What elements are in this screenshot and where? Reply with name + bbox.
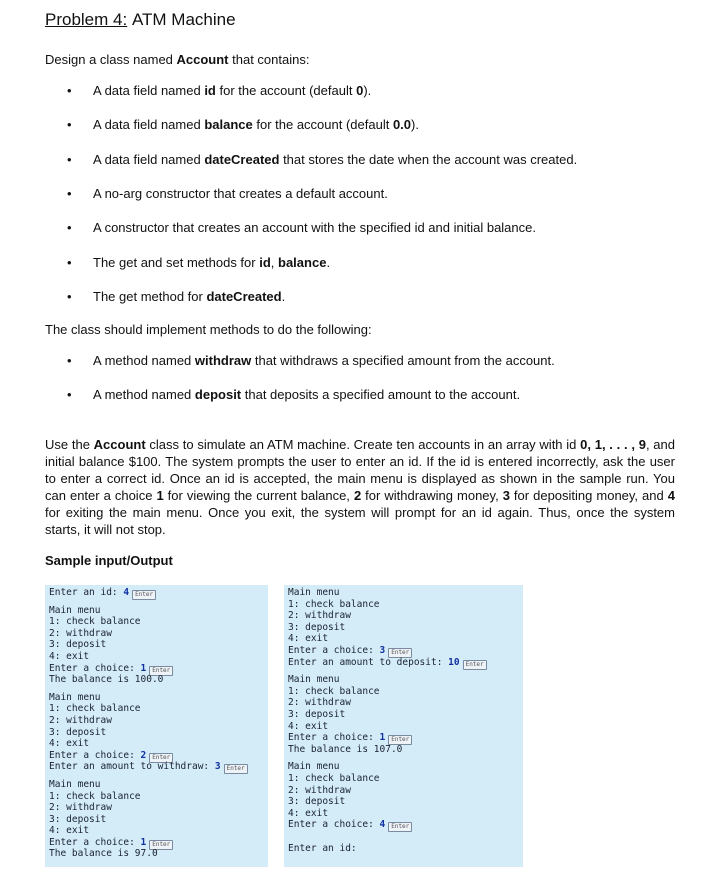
enter-key-icon: Enter	[388, 735, 412, 745]
field-item-bold: dateCreated	[204, 151, 280, 167]
console-line: Enter a choice: 1 Enter	[49, 663, 264, 675]
console-line: Enter a choice: 3 Enter	[288, 645, 519, 657]
console-user-input: 1	[140, 836, 147, 848]
para-text-4: for viewing the current balance,	[163, 488, 354, 503]
para-text-1: Use the	[45, 437, 94, 452]
console-line: 1: check balance	[288, 685, 380, 697]
para-text-7: for exiting the main menu. Once you exit, the system will prompt for an id again. Thus, once the system starts, it will not stop.	[45, 505, 675, 537]
console-line: 4: exit	[288, 720, 329, 732]
field-item-bold: 0	[356, 83, 364, 98]
console-line: Enter a choice: 4 Enter	[288, 819, 519, 831]
method-item-bold: deposit	[194, 387, 242, 402]
console-line: 4: exit	[288, 807, 329, 819]
console-user-input: 2	[140, 749, 147, 761]
method-item-part: A method named	[93, 387, 195, 402]
field-item-text	[93, 152, 577, 167]
intro-class-name: Account	[176, 52, 229, 67]
field-item-text	[93, 255, 330, 270]
field-item-part: for the account (default	[252, 117, 393, 133]
description-paragraph	[45, 436, 675, 538]
bullet-dot-icon: •	[67, 254, 72, 270]
console-line: Enter a choice: 2 Enter	[49, 750, 264, 762]
console-line: Main menu	[49, 778, 101, 790]
console-user-input: 1	[140, 662, 147, 674]
bullet-dot-icon: •	[67, 387, 72, 402]
enter-key-icon: Enter	[224, 764, 248, 774]
console-line: 2: withdraw	[288, 610, 351, 622]
console-line: 3: deposit	[288, 796, 346, 808]
intro-text-pre: Design a class named	[45, 52, 177, 67]
para-bold-3: 1	[156, 488, 164, 503]
console-line: 4: exit	[49, 738, 90, 750]
console-line: 4: exit	[288, 633, 329, 645]
method-item-bold: withdraw	[194, 353, 252, 368]
console-line: Enter an amount to deposit: 10 Enter	[288, 657, 519, 669]
field-item-part: that stores the date when the account was created.	[279, 151, 578, 167]
para-bold-5: 3	[502, 488, 510, 503]
field-item-text	[93, 117, 419, 132]
console-line: Main menu	[288, 587, 340, 598]
bullet-dot-icon: •	[67, 288, 72, 304]
bullet-dot-icon: •	[67, 353, 72, 368]
console-user-input: 4	[379, 819, 386, 831]
console-line: Enter an id: 4 Enter	[49, 587, 264, 599]
console-line: The balance is 100.0	[49, 674, 164, 686]
console-line: 2: withdraw	[49, 802, 112, 814]
problem-title	[45, 10, 236, 30]
field-item-text	[93, 186, 388, 201]
console-line: 3: deposit	[288, 708, 346, 720]
problem-name: ATM Machine	[131, 10, 236, 29]
console-line: 3: deposit	[288, 621, 346, 633]
console-line: Main menu	[288, 761, 340, 773]
methods-intro: The class should implement methods to do the following:	[45, 322, 372, 337]
field-item-part: .	[326, 254, 331, 270]
enter-key-icon: Enter	[132, 590, 156, 600]
console-line: Enter an amount to withdraw: 3 Enter	[49, 761, 264, 773]
console-line: 4: exit	[49, 825, 90, 837]
bullet-dot-icon: •	[67, 185, 72, 201]
field-item-text	[93, 83, 371, 98]
console-line: 1: check balance	[49, 790, 141, 802]
sample-heading: Sample input/Output	[45, 553, 173, 568]
field-item-part: .	[281, 288, 286, 304]
bullet-dot-icon: •	[67, 151, 72, 167]
method-item-part: A method named	[93, 353, 195, 368]
enter-key-icon: Enter	[149, 666, 173, 676]
field-item-part: A data field named	[93, 83, 205, 98]
field-item-part: ,	[270, 254, 279, 270]
console-output-right	[284, 585, 523, 867]
bullet-dot-icon: •	[67, 83, 72, 98]
bullet-dot-icon: •	[67, 220, 72, 236]
method-item-text	[93, 353, 555, 368]
console-line: Main menu	[49, 604, 101, 616]
enter-key-icon: Enter	[388, 822, 412, 832]
console-user-input: 3	[379, 644, 386, 656]
console-line: 2: withdraw	[288, 697, 351, 709]
console-line: Main menu	[49, 691, 101, 703]
enter-key-icon: Enter	[388, 648, 412, 658]
console-line: Enter a choice: 1 Enter	[49, 837, 264, 849]
console-line: 3: deposit	[49, 726, 107, 738]
console-line: 1: check balance	[49, 703, 141, 715]
console-line: Enter an id:	[288, 842, 357, 854]
console-user-input: 1	[379, 732, 386, 744]
field-item-text	[93, 289, 285, 304]
method-item-part: that withdraws a specified amount from the account.	[251, 353, 555, 368]
console-line: 2: withdraw	[49, 627, 112, 639]
console-line: 4: exit	[49, 650, 90, 662]
console-user-input: 4	[123, 587, 130, 598]
field-item-part: for the account (default	[215, 83, 357, 98]
field-item-bold: balance	[204, 117, 253, 133]
field-item-part: A constructor that creates an account with the specified id and initial balance.	[93, 220, 536, 236]
field-item-part: A data field named	[93, 117, 205, 133]
problem-number: Problem 4:	[45, 10, 128, 29]
enter-key-icon: Enter	[149, 753, 173, 763]
para-bold-4: 2	[353, 488, 362, 503]
console-line: Main menu	[288, 674, 340, 686]
method-item-part: that deposits a specified amount to the account.	[241, 387, 521, 402]
para-text-3: , and initial balance $100. The system prompts the user to enter an id. If the id is entered incorrectly, ask the user to enter a correct id. Once an id is accepted, the main menu is displayed as shown in the sample run. You can enter a choice	[45, 437, 675, 503]
field-item-bold: 0.0	[392, 117, 412, 133]
para-text-5: for withdrawing money,	[361, 488, 503, 503]
field-item-bold: dateCreated	[206, 288, 282, 304]
para-text-2: class to simulate an ATM machine. Create ten accounts in an array with id	[145, 437, 581, 452]
bullet-dot-icon: •	[67, 117, 72, 133]
enter-key-icon: Enter	[149, 840, 173, 850]
field-item-part: The get method for	[93, 288, 207, 304]
console-output-left	[45, 585, 268, 867]
console-line: 1: check balance	[49, 616, 141, 628]
field-item-part: ).	[411, 117, 419, 133]
intro-text	[45, 52, 309, 67]
console-line: Enter a choice: 1 Enter	[288, 732, 519, 744]
console-user-input: 10	[448, 656, 460, 668]
console-line: 1: check balance	[288, 772, 380, 784]
console-line: 1: check balance	[288, 598, 380, 610]
para-bold-1: Account	[93, 437, 146, 452]
field-item-bold: balance	[278, 254, 327, 270]
console-user-input: 3	[214, 761, 221, 773]
console-line: 2: withdraw	[49, 714, 112, 726]
field-item-part: A no-arg constructor that creates a default account.	[93, 185, 388, 201]
field-item-part: The get and set methods for	[93, 254, 260, 270]
field-item-bold: id	[259, 254, 271, 270]
console-line: 2: withdraw	[288, 784, 351, 796]
field-item-bold: id	[204, 83, 216, 98]
para-bold-2: 0, 1, . . . , 9	[580, 437, 646, 452]
method-item-text	[93, 387, 520, 402]
intro-text-post: that contains:	[228, 52, 310, 67]
field-item-part: ).	[363, 83, 372, 98]
console-line: 3: deposit	[49, 639, 107, 651]
console-line: 3: deposit	[49, 813, 107, 825]
field-item-part: A data field named	[93, 151, 205, 167]
para-bold-6: 4	[667, 488, 675, 503]
console-line: The balance is 107.0	[288, 743, 403, 755]
para-text-6: for depositing money, and	[509, 488, 668, 503]
console-line: The balance is 97.0	[49, 848, 158, 860]
enter-key-icon: Enter	[463, 660, 487, 670]
field-item-text	[93, 220, 536, 235]
